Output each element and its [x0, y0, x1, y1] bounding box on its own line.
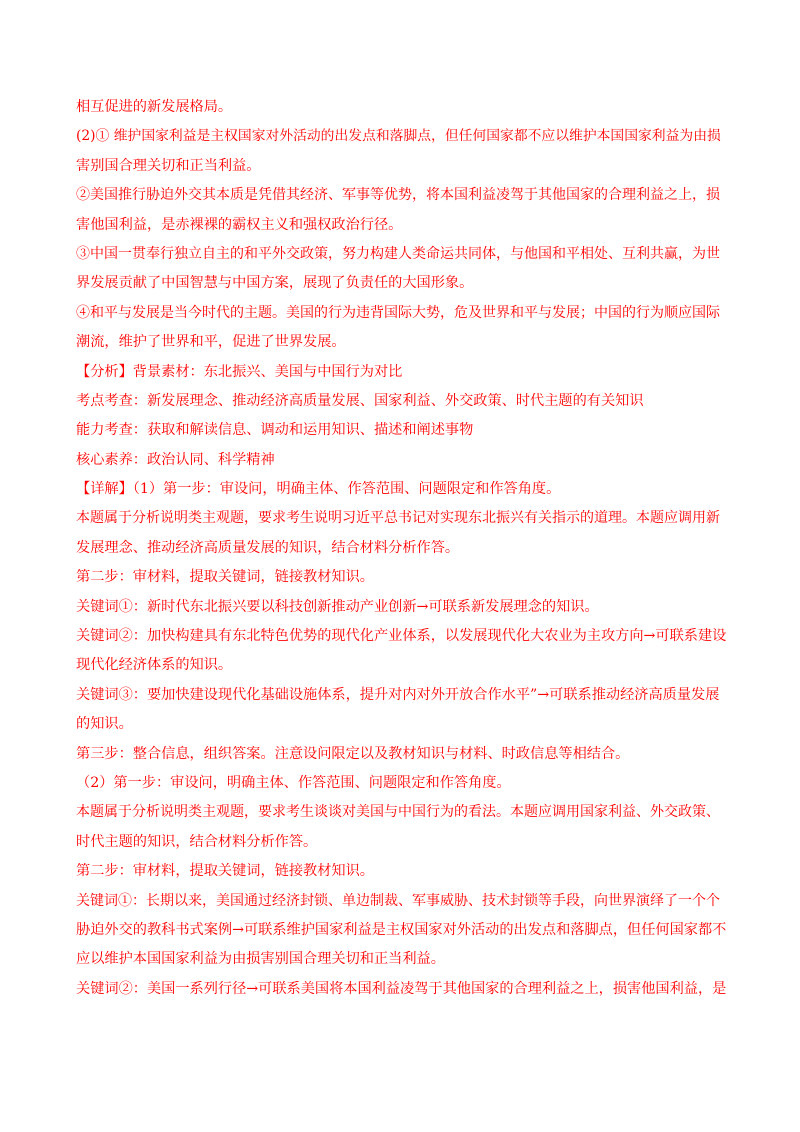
text-line: 的知识。 [76, 716, 133, 733]
text-line: ④和平与发展是当今时代的主题。美国的行为违背国际大势，危及世界和平与发展；中国的行为顺应国际 [76, 304, 720, 321]
text-line: 关键词②：美国一系列行径→可联系美国将本国利益凌驾于其他国家的合理利益之上，损害他国利益，是 [76, 980, 727, 997]
text-line: 潮流，维护了世界和平，促进了世界发展。 [76, 334, 346, 351]
text-line: 第二步：审材料，提取关键词，链接教材知识。 [76, 863, 374, 880]
text-line: 害他国利益，是赤裸裸的霸权主义和强权政治行径。 [76, 216, 403, 233]
document-body [76, 93, 728, 1004]
text-line: (2)① 维护国家利益是主权国家对外活动的出发点和落脚点，但任何国家都不应以维护本国国家利益为由损 [76, 128, 721, 145]
text-line: 能力考查：获取和解读信息、调动和运用知识、描述和阐述事物 [76, 422, 474, 439]
text-line: 时代主题的知识，结合材料分析作答。 [76, 833, 318, 850]
text-line: 考点考查：新发展理念、推动经济高质量发展、国家利益、外交政策、时代主题的有关知识 [76, 392, 644, 409]
text-line: 本题属于分析说明类主观题，要求考生说明习近平总书记对实现东北振兴有关指示的道理。本题应调用新 [76, 510, 720, 527]
text-line: 应以维护本国国家利益为由损害别国合理关切和正当利益。 [76, 951, 445, 968]
text-line: 第三步：整合信息，组织答案。注意设问限定以及教材知识与材料、时政信息等相结合。 [76, 745, 630, 762]
text-line: 核心素养：政治认同、科学精神 [76, 451, 275, 468]
text-line: ③中国一贯奉行独立自主的和平外交政策，努力构建人类命运共同体，与他国和平相处、互利共赢，为世 [76, 245, 720, 262]
text-line: 第二步：审材料，提取关键词，链接教材知识。 [76, 569, 374, 586]
text-line: 胁迫外交的教科书式案例→可联系维护国家利益是主权国家对外活动的出发点和落脚点，但任何国家都不 [76, 921, 727, 938]
text-line: 关键词②：加快构建具有东北特色优势的现代化产业体系，以发展现代化大农业为主攻方向→可联系建设 [76, 628, 727, 645]
text-line: 现代化经济体系的知识。 [76, 657, 233, 674]
text-line: 界发展贡献了中国智慧与中国方案，展现了负责任的大国形象。 [76, 275, 474, 292]
text-line: 关键词①：新时代东北振兴要以科技创新推动产业创新→可联系新发展理念的知识。 [76, 598, 599, 615]
text-line: （2）第一步：审设问，明确主体、作答范围、问题限定和作答角度。 [76, 774, 511, 791]
text-line: 发展理念、推动经济高质量发展的知识，结合材料分析作答。 [76, 539, 460, 556]
text-line: 关键词③：要加快建设现代化基础设施体系，提升对内对外开放合作水平”→可联系推动经济高质量发展 [76, 686, 720, 703]
text-line: 本题属于分析说明类主观题，要求考生谈谈对美国与中国行为的看法。本题应调用国家利益、外交政策、 [76, 804, 720, 821]
text-line: 关键词①：长期以来，美国通过经济封锁、单边制裁、军事威胁、技术封锁等手段，向世界演绎了一个个 [76, 892, 720, 909]
text-line: 害别国合理关切和正当利益。 [76, 157, 261, 174]
detail-heading-line: 【详解】（1）第一步：审设问，明确主体、作答范围、问题限定和作答角度。 [76, 481, 561, 498]
text-line: ②美国推行胁迫外交其本质是凭借其经济、军事等优势，将本国利益凌驾于其他国家的合理利益之上，损 [76, 187, 720, 204]
text-line: 相互促进的新发展格局。 [76, 99, 233, 115]
analysis-heading-line: 【分析】背景素材：东北振兴、美国与中国行为对比 [76, 363, 403, 380]
